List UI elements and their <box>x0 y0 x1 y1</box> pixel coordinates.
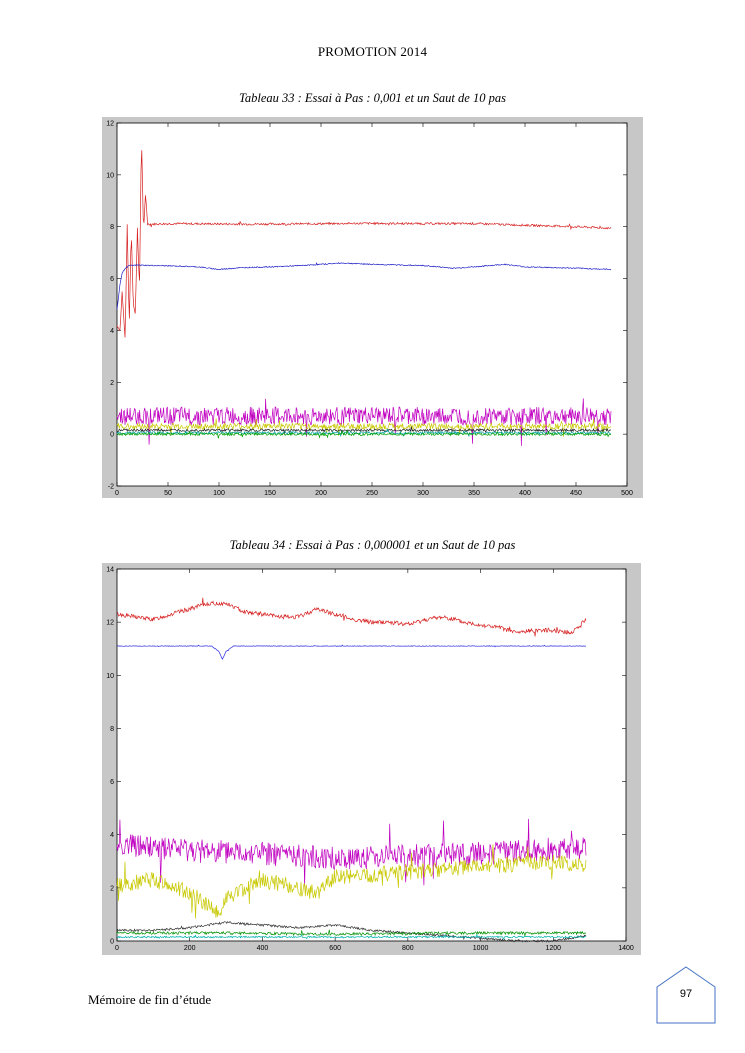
x-tick-label: 200 <box>315 490 327 497</box>
y-tick-label: 8 <box>110 224 114 232</box>
y-tick-label: 10 <box>106 172 114 180</box>
y-tick-label: 8 <box>110 725 114 733</box>
x-tick-label: 1400 <box>618 945 634 952</box>
y-tick-label: 2 <box>110 885 114 893</box>
page-number: 97 <box>679 988 693 1000</box>
page-header: PROMOTION 2014 <box>317 44 428 59</box>
y-tick-label: -2 <box>107 483 114 491</box>
y-tick-label: 6 <box>110 276 114 284</box>
x-tick-label: 1200 <box>545 945 562 952</box>
x-tick-label: 1000 <box>472 945 489 952</box>
x-tick-label: 400 <box>519 490 531 497</box>
x-tick-label: 500 <box>621 490 633 497</box>
figure-caption-1: Tableau 33 : Essai à Pas : 0,001 et un Saut de 10 pas <box>239 91 506 105</box>
x-tick-label: 300 <box>417 490 429 497</box>
x-tick-label: 150 <box>264 490 276 497</box>
x-tick-label: 450 <box>570 490 582 497</box>
x-tick-label: 400 <box>256 945 269 952</box>
y-tick-label: 12 <box>106 120 114 128</box>
x-tick-label: 350 <box>468 490 480 497</box>
y-tick-label: 10 <box>106 672 114 680</box>
y-tick-label: 4 <box>110 327 114 335</box>
footer-text: Mémoire de fin d’étude <box>88 992 212 1007</box>
x-tick-label: 600 <box>329 945 341 952</box>
y-tick-label: 0 <box>110 938 114 946</box>
x-tick-label: 250 <box>366 490 378 497</box>
line-chart-1 <box>102 117 643 498</box>
y-tick-label: 6 <box>110 779 114 787</box>
x-tick-label: 100 <box>213 490 225 497</box>
line-chart-2 <box>102 563 641 955</box>
y-tick-label: 2 <box>110 379 114 387</box>
y-tick-label: 4 <box>110 832 114 840</box>
plot-area <box>117 569 626 941</box>
figure-1 <box>102 117 643 498</box>
y-tick-label: 0 <box>110 431 114 439</box>
x-tick-label: 50 <box>164 490 172 497</box>
figure-2 <box>102 563 641 955</box>
y-tick-label: 14 <box>106 566 114 574</box>
x-tick-label: 0 <box>115 945 119 952</box>
y-tick-label: 12 <box>106 619 114 627</box>
x-tick-label: 800 <box>402 945 414 952</box>
x-tick-label: 0 <box>115 490 119 497</box>
page-number-badge <box>655 965 717 1027</box>
figure-caption-2: Tableau 34 : Essai à Pas : 0,000001 et un Saut de 10 pas <box>229 538 516 552</box>
x-tick-label: 200 <box>183 945 196 952</box>
